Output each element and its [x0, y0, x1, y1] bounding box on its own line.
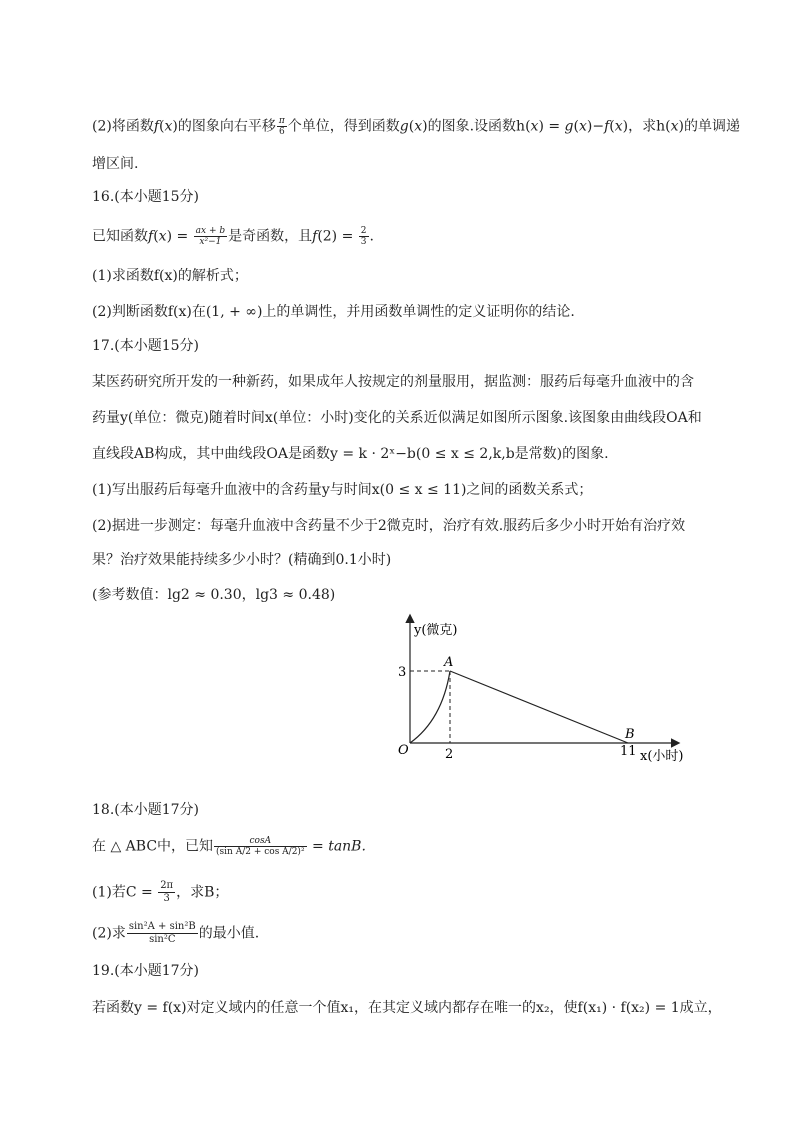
frac-num: π	[278, 116, 285, 126]
fraction-cosA	[214, 836, 307, 857]
q17-part2-line1: (2)据进一步测定：每毫升血液中含药量不少于2微克时，治疗有效.服药后多少小时开始有治疗效	[92, 518, 686, 534]
var-f: f	[604, 118, 610, 135]
text: (2) =	[317, 228, 358, 245]
text: 个单位，得到函数	[287, 118, 400, 135]
text: (	[153, 228, 159, 245]
q18-part1	[92, 880, 228, 905]
var-x: x	[578, 118, 587, 135]
var-f: f	[153, 118, 160, 135]
var-x: x	[670, 118, 679, 135]
point-b-label: B	[625, 727, 635, 742]
frac-den: 3	[360, 237, 367, 247]
text: = tanB.	[307, 838, 366, 855]
text: 是奇函数，且	[228, 228, 313, 245]
q17-line1: 某医药研究所开发的一种新药，如果成年人按规定的剂量服用，据监测：服药后每毫升血液中的含	[92, 374, 694, 390]
q18-heading: 18.(本小题17分)	[92, 802, 200, 818]
fraction-sin	[127, 921, 198, 946]
var-g: g	[399, 118, 409, 135]
q18-part2	[92, 921, 259, 946]
text: (	[609, 118, 615, 135]
q17-reference: (参考数值：lg2 ≈ 0.30，lg3 ≈ 0.48)	[92, 587, 336, 603]
text: 在 △ ABC中，已知	[92, 838, 214, 855]
q17-heading: 17.(本小题15分)	[92, 338, 200, 354]
q15-part2-line2: 增区间.	[92, 156, 139, 172]
point-a-label: A	[444, 655, 454, 670]
origin-label: O	[398, 743, 409, 758]
q15-part2-line1	[92, 116, 740, 137]
frac-den: (sin A/2 + cos A/2)²	[216, 847, 305, 857]
fraction-pi-6	[277, 116, 287, 137]
q17-figure	[390, 610, 710, 770]
text: (2)求	[92, 925, 126, 942]
text: )的图象向右平移	[172, 118, 276, 135]
text: ，求B；	[176, 884, 229, 901]
q17-line2: 药量y(单位：微克)随着时间x(单位：小时)变化的关系近似满足如图所示图象.该图象由曲线段OA和	[92, 410, 702, 426]
q19-line1: 若函数y = f(x)对定义域内的任意一个值x₁，在其定义域内都存在唯一的x₂，使f(x₁) · f(x₂) = 1成立，	[92, 1000, 722, 1016]
x-tick-11: 11	[620, 744, 637, 759]
text: .	[369, 228, 374, 245]
frac-num: ax + b	[195, 226, 226, 236]
var-x: x	[164, 118, 173, 135]
var-x: x	[158, 228, 167, 245]
var-g: g	[564, 118, 574, 135]
q16-stem	[92, 226, 374, 247]
fraction-function	[194, 226, 227, 247]
frac-den: x²−1	[199, 237, 222, 247]
fraction-value	[359, 226, 369, 247]
var-f: f	[312, 228, 318, 245]
q16-part2: (2)判断函数f(x)在(1, + ∞)上的单调性，并用函数单调性的定义证明你的结论.	[92, 304, 575, 320]
text: )，求h(	[622, 118, 671, 135]
frac-num: 2π	[160, 880, 174, 891]
text: 已知函数	[92, 228, 148, 245]
var-x: x	[614, 118, 623, 135]
text: (	[573, 118, 579, 135]
q17-part2-line2: 果？治疗效果能持续多少小时？(精确到0.1小时)	[92, 552, 392, 568]
q16-part1: (1)求函数f(x)的解析式；	[92, 268, 248, 284]
frac-den: 3	[163, 893, 170, 904]
y-axis-label: y(微克)	[414, 623, 458, 638]
fraction-2pi-3	[158, 880, 175, 905]
frac-num: cosA	[214, 836, 307, 847]
frac-num: sin²A + sin²B	[128, 921, 196, 932]
text: ) =	[166, 228, 193, 245]
var-x: x	[530, 118, 539, 135]
q17-part1: (1)写出服药后每毫升血液中的含药量y与时间x(0 ≤ x ≤ 11)之间的函数关系式；	[92, 482, 593, 498]
y-tick-3: 3	[398, 665, 407, 680]
text: )−	[586, 118, 605, 135]
text: ) =	[538, 118, 565, 135]
text: (2)将函数	[92, 118, 154, 135]
text: )的单调递	[678, 118, 740, 135]
text: (	[408, 118, 415, 135]
x-axis-label: x(小时)	[640, 749, 684, 764]
curve-oa	[410, 671, 450, 743]
q16-heading: 16.(本小题15分)	[92, 189, 200, 205]
var-x: x	[414, 118, 423, 135]
x-tick-2: 2	[445, 747, 454, 762]
segment-ab	[450, 671, 628, 743]
frac-num: 2	[360, 226, 367, 236]
var-f: f	[148, 228, 154, 245]
q19-heading: 19.(本小题17分)	[92, 963, 200, 979]
text: (	[159, 118, 165, 135]
frac-den: 6	[278, 127, 285, 137]
text: (1)若C =	[92, 884, 158, 901]
q17-line3: 直线段AB构成，其中曲线段OA是函数y = k · 2ˣ−b(0 ≤ x ≤ 2,k,b是常数)的图象.	[92, 446, 609, 462]
q18-stem	[92, 836, 366, 857]
frac-den: sin²C	[149, 934, 176, 945]
text: )的图象.设函数h(	[422, 118, 531, 135]
text: 的最小值.	[198, 925, 260, 942]
